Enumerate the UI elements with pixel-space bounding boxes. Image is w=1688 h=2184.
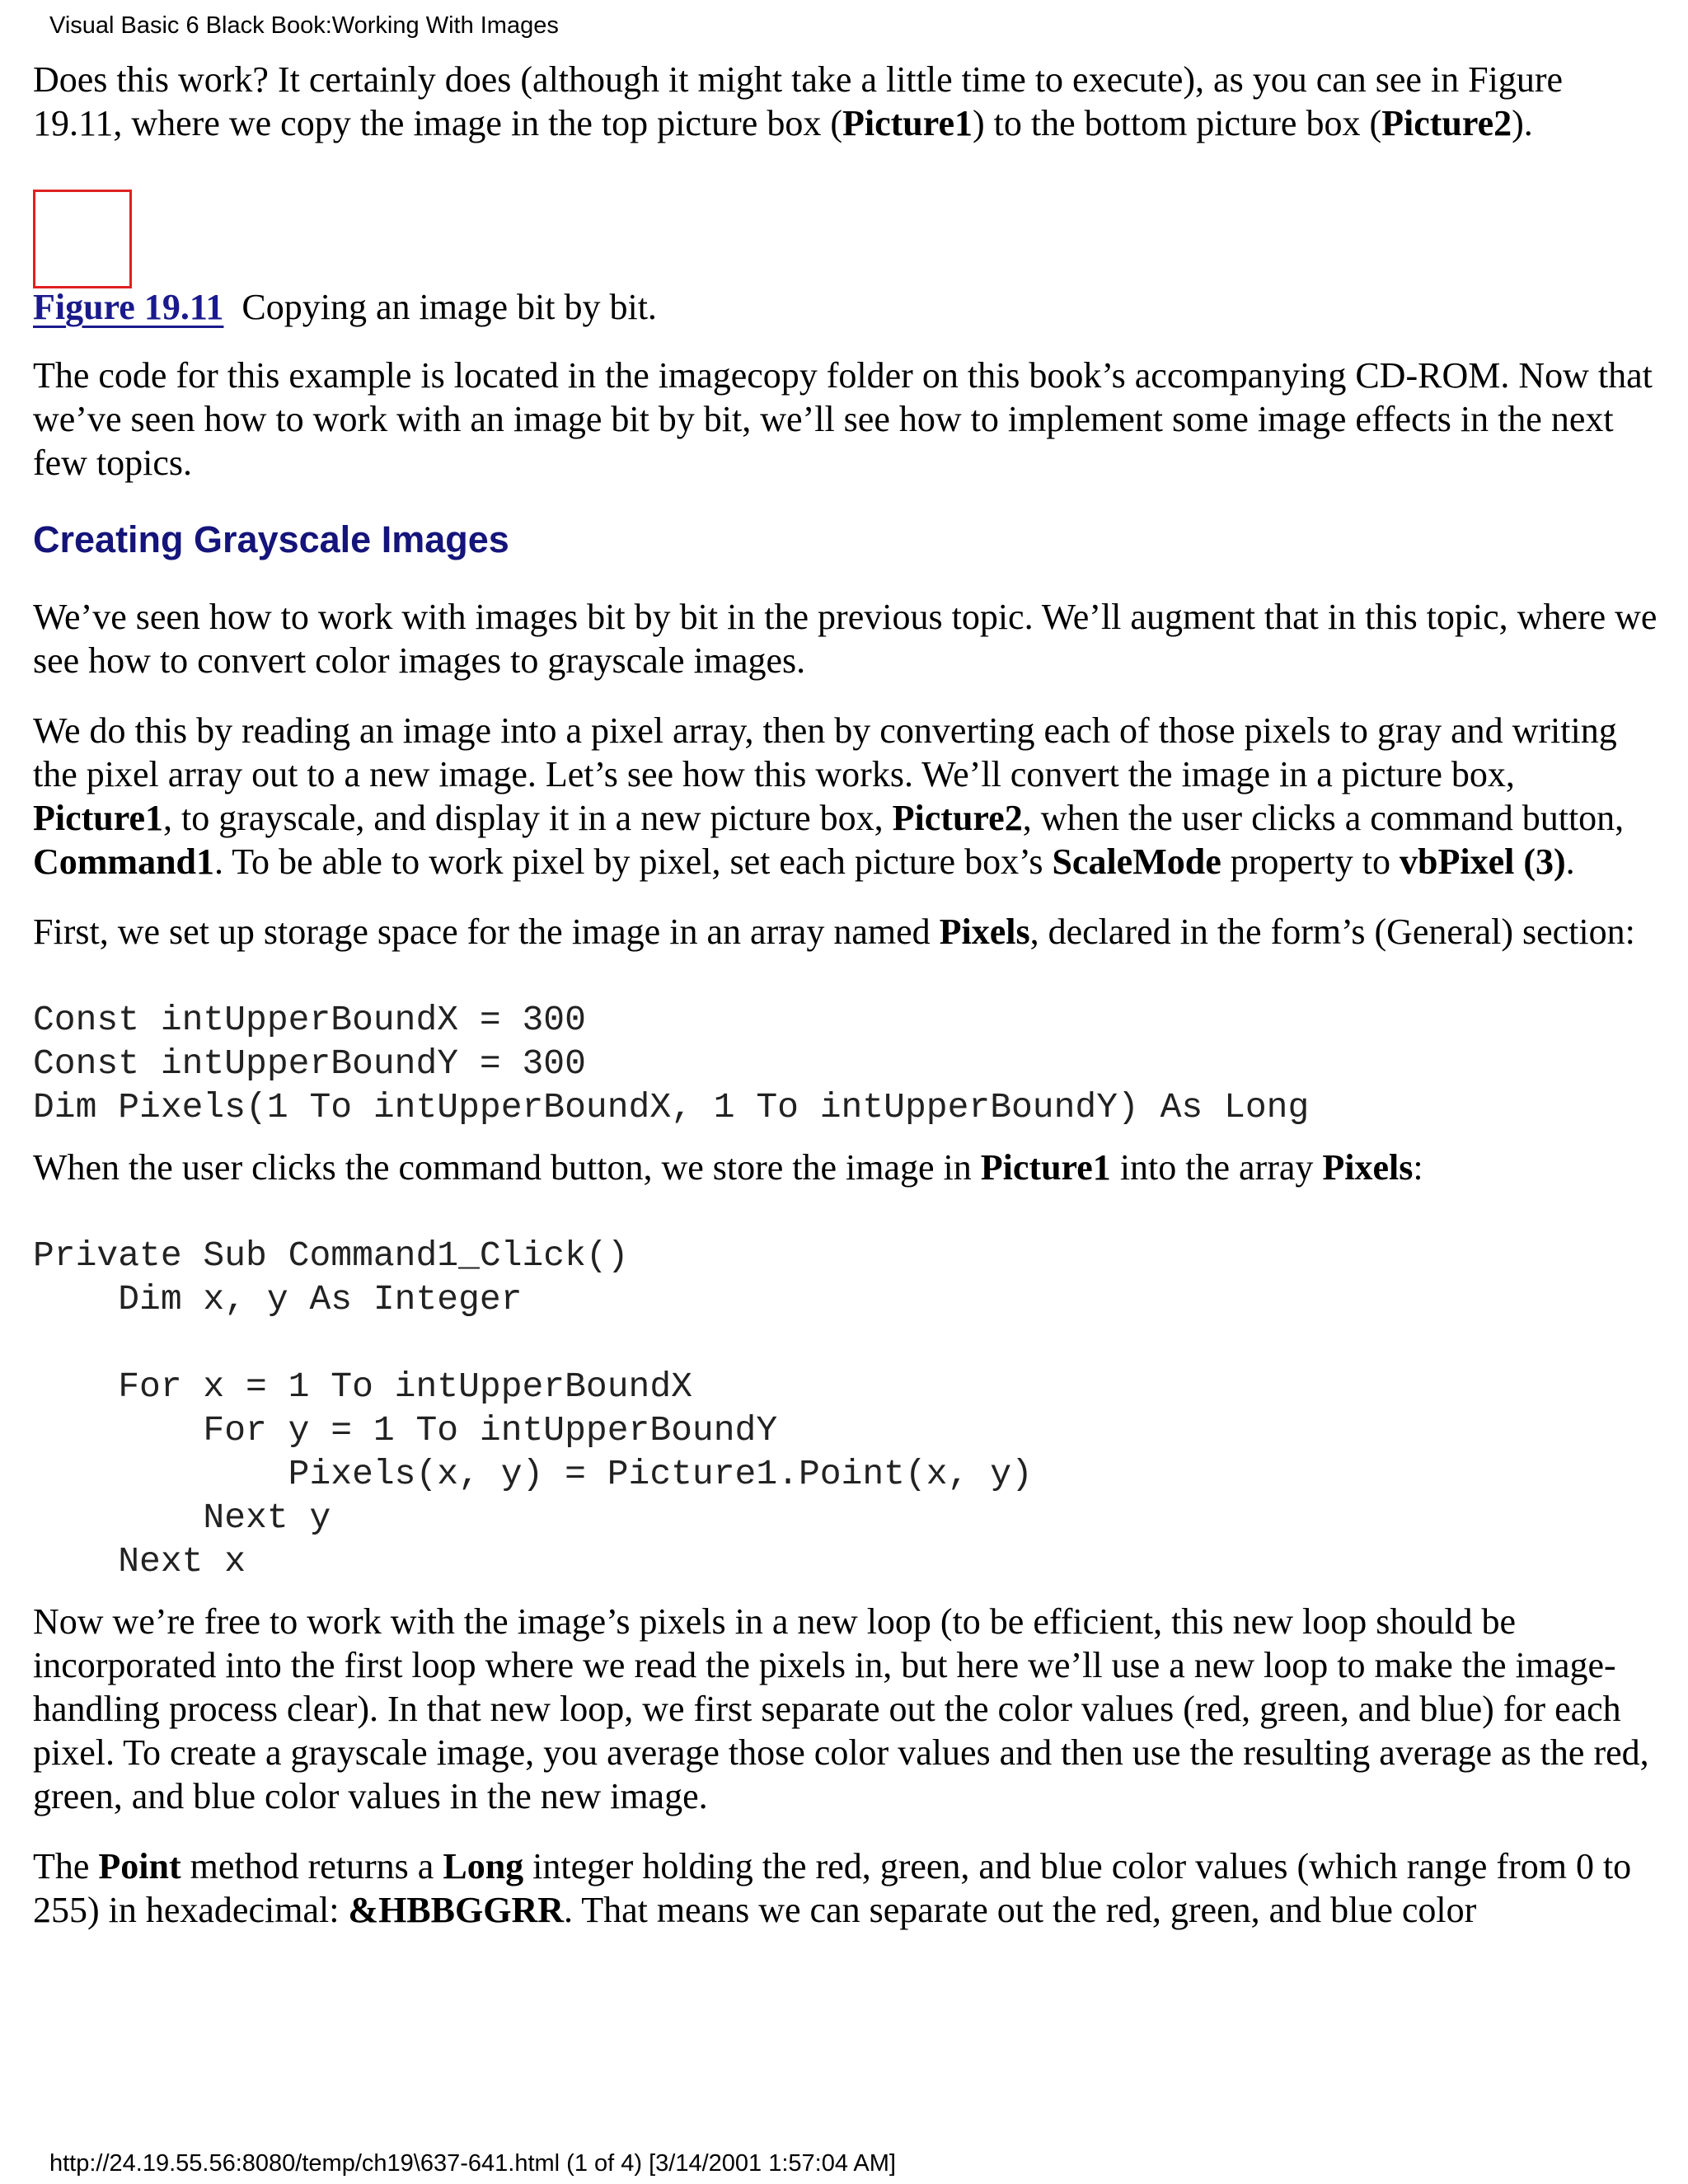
paragraph-figure-intro (33, 58, 1661, 145)
bold-term-vbpixel: vbPixel (3) (1400, 841, 1566, 882)
code-block-declarations: Const intUpperBoundX = 300 Const intUpperBoundY = 300 Dim Pixels(1 To intUpperBoundX, 1 To intUpperBoundY) As Long (33, 1000, 1310, 1127)
text-run: . (1565, 841, 1575, 882)
text-run: The (33, 1846, 99, 1886)
bold-term-picture2: Picture2 (892, 798, 1023, 838)
paragraph-grayscale-intro: We’ve seen how to work with images bit by bit in the previous topic. We’ll augment that in this topic, where we see how to convert color images to grayscale images. (33, 597, 1658, 681)
bold-term-pixels: Pixels (1322, 1147, 1414, 1188)
text-run: . To be able to work pixel by pixel, set each picture box’s (214, 841, 1053, 882)
text-run: First, we set up storage space for the image in an array named (33, 912, 940, 952)
bold-term-picture1: Picture1 (980, 1147, 1111, 1188)
page-content (33, 58, 1661, 1932)
text-run: : (1413, 1147, 1423, 1188)
paragraph-example-location: The code for this example is located in the imagecopy folder on this book’s accompanying CD-ROM. Now that we’ve seen how to work with an image bit by bit, we’ll see how to implement some image effects in the next few topics. (33, 355, 1653, 483)
bold-term-hex-format: &HBBGGRR (348, 1890, 564, 1930)
paragraph-storage (33, 910, 1661, 954)
text-run: into the array (1110, 1147, 1323, 1188)
text-run: Does this work? It certainly does (although it might take a little time to execute), as you can see in Figure 19.11, where we copy the image in the top picture box ( (33, 59, 1564, 143)
text-run: integer holding the red, green, and blue color values (which range from 0 to 255) in hexadecimal: (33, 1846, 1632, 1930)
text-run: When the user clicks the command button, we store the image in (33, 1147, 981, 1188)
paragraph-point-method (33, 1844, 1661, 1932)
paragraph-grayscale-method (33, 709, 1661, 883)
text-run: method returns a (181, 1846, 443, 1886)
bold-term-pixels: Pixels (939, 912, 1030, 952)
running-header: Visual Basic 6 Black Book:Working With Images (49, 12, 559, 39)
bold-term-scalemode: ScaleMode (1052, 841, 1221, 882)
text-run: property to (1221, 841, 1400, 882)
bold-term-picture1: Picture1 (33, 798, 164, 838)
text-run: ). (1512, 103, 1533, 143)
paragraph-click-store (33, 1146, 1661, 1189)
text-run: ) to the bottom picture box ( (973, 103, 1382, 143)
text-run: , declared in the form’s (General) section: (1029, 912, 1635, 952)
section-heading: Creating Grayscale Images (33, 518, 509, 560)
broken-figure-image (33, 190, 132, 288)
bold-term-long: Long (443, 1846, 524, 1886)
bold-term-picture2: Picture2 (1381, 103, 1512, 143)
text-run: . That means we can separate out the red, green, and blue color (564, 1890, 1477, 1930)
bold-term-point: Point (98, 1846, 181, 1886)
bold-term-picture1: Picture1 (842, 103, 973, 143)
text-run: , to grayscale, and display it in a new picture box, (163, 798, 893, 838)
text-run: We do this by reading an image into a pixel array, then by converting each of those pixels to gray and writing the pixel array out to a new image. Let’s see how this works. We’ll convert the image in a picture box, (33, 710, 1617, 794)
figure-caption-text: Copying an image bit by bit. (241, 287, 657, 327)
text-run: , when the user clicks a command button, (1022, 798, 1625, 838)
code-block-click-handler: Private Sub Command1_Click() Dim x, y As Integer For x = 1 To intUpperBoundX For y = 1 To intUpperBoundY Pixels(x, y) = Picture1.Point(x, y) Next y Next x (33, 1235, 1033, 1582)
figure-link[interactable]: Figure 19.11 (33, 287, 224, 327)
figure-caption (33, 285, 1661, 329)
bold-term-command1: Command1 (33, 841, 215, 882)
page-footer-url: http://24.19.55.56:8080/temp/ch19\637-641.html (1 of 4) [3/14/2001 1:57:04 AM] (49, 2150, 896, 2177)
paragraph-new-loop: Now we’re free to work with the image’s pixels in a new loop (to be efficient, this new loop should be incorporated into the first loop where we read the pixels in, but here we’ll use a new loop to make the image-handling process clear). In that new loop, we first separate out the color values (red, green, and blue) for each pixel. To create a grayscale image, you average those color values and then use the resulting average as the red, green, and blue color values in the new image. (33, 1601, 1649, 1816)
